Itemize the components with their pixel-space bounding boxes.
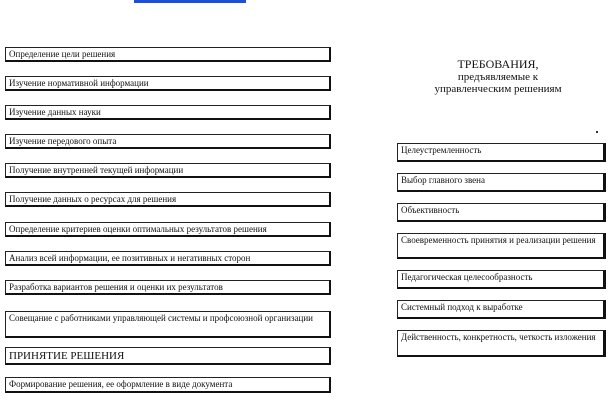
step-box: Анализ всей информации, ее позитивных и негативных сторон: [5, 251, 331, 266]
requirements-subtitle-line2: управленческим решениям: [434, 83, 562, 95]
step-box: Получение внутренней текущей информации: [5, 163, 331, 178]
step-box: Разработка вариантов решения и оценки их результатов: [5, 280, 331, 295]
step-box: Изучение передового опыта: [5, 134, 331, 149]
decision-box: ПРИНЯТИЕ РЕШЕНИЯ: [5, 347, 331, 365]
step-box: Определение критериев оценки оптимальных результатов решения: [5, 222, 331, 237]
step-box: Совещание с работниками управляющей системы и профсоюзной организации: [5, 311, 331, 338]
requirement-box: Объективность: [397, 203, 606, 222]
step-box: Изучение нормативной информации: [5, 76, 331, 91]
requirement-box: Выбор главного звена: [397, 173, 606, 192]
requirement-box: Педагогическая целесообразность: [397, 270, 606, 289]
step-box: Формирование решения, ее оформление в виде документа: [5, 377, 331, 393]
stray-dot: [596, 131, 598, 133]
step-box: Изучение данных науки: [5, 105, 331, 120]
requirement-box: Своевременность принятия и реализации решения: [397, 233, 606, 259]
requirement-box: Действенность, конкретность, четкость изложения: [397, 330, 606, 357]
step-box: Определение цели решения: [5, 47, 331, 62]
requirements-title: ТРЕБОВАНИЯ,: [457, 57, 539, 71]
requirements-subtitle-line1: предъявляемые к: [457, 71, 539, 83]
step-box: Получение данных о ресурсах для решения: [5, 192, 331, 207]
requirement-box: Системный подход к выработке: [397, 300, 606, 319]
requirements-heading: [392, 58, 604, 95]
requirement-box: Целеустремленность: [397, 143, 606, 162]
top-accent-bar: [134, 0, 246, 3]
